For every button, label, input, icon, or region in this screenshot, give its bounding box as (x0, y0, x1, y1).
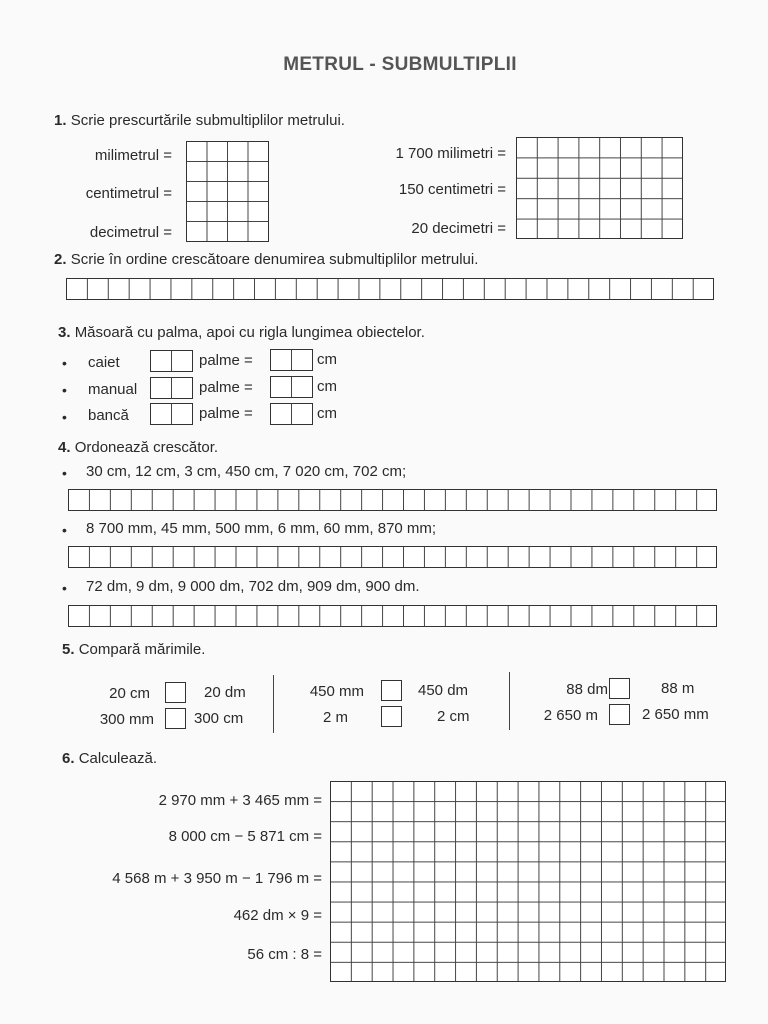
q5-compare-box-5[interactable] (609, 678, 630, 699)
q1-right-answer-grid[interactable] (516, 137, 683, 239)
q1-left-label-1: milimetrul = (94, 147, 172, 164)
q4-number: 4. (58, 439, 71, 456)
q1-left-label-3: decimetrul = (89, 224, 172, 241)
q5-divider-1 (273, 675, 274, 733)
q5-left-value-1: 20 cm (109, 685, 150, 702)
q5-left-value-4: 2 m (322, 709, 348, 726)
q5-right-value-4: 2 cm (437, 708, 470, 725)
q4-line-2: 8 700 mm, 45 mm, 500 mm, 6 mm, 60 mm, 870 mm; (86, 520, 437, 537)
q2-text: Scrie în ordine crescătoare denumirea submultiplilor metrului. (70, 251, 479, 268)
q1-left-label-2: centimetrul = (85, 185, 172, 202)
q4-answer-grid-1[interactable] (68, 489, 717, 511)
q5-left-value-6: 2 650 m (543, 707, 598, 724)
q3-item-banca: bancă (88, 407, 129, 424)
q5-compare-box-4[interactable] (381, 706, 402, 727)
q3-palme-box-2[interactable] (150, 377, 193, 399)
q4-line-1: 30 cm, 12 cm, 3 cm, 450 cm, 7 020 cm, 702 cm; (86, 463, 407, 480)
bullet-icon: • (62, 580, 67, 596)
q5-left-value-3: 450 mm (309, 683, 364, 700)
q5-compare-box-2[interactable] (165, 708, 186, 729)
q5-compare-box-1[interactable] (165, 682, 186, 703)
q3-cm-box-1[interactable] (270, 349, 313, 371)
bullet-icon: • (62, 465, 67, 481)
q3-cm-box-3[interactable] (270, 403, 313, 425)
q6-text: Calculează. (78, 750, 158, 767)
q6-number: 6. (62, 750, 75, 767)
q5-left-value-5: 88 dm (566, 681, 608, 698)
q2-prompt (54, 251, 478, 268)
q5-right-value-3: 450 dm (418, 682, 469, 699)
q6-exercise-2: 8 000 cm − 5 871 cm = (168, 828, 322, 845)
q5-right-value-2: 300 cm (194, 710, 244, 727)
q5-right-value-5: 88 m (661, 680, 695, 697)
q3-cm-box-2[interactable] (270, 376, 313, 398)
q3-cm-label-2: cm (317, 378, 337, 395)
q3-cm-label-3: cm (317, 405, 337, 422)
q6-exercise-5: 56 cm : 8 = (247, 946, 322, 963)
q5-right-value-1: 20 dm (204, 684, 246, 701)
q5-left-value-2: 300 mm (99, 711, 154, 728)
q3-palme-box-3[interactable] (150, 403, 193, 425)
q4-answer-grid-2[interactable] (68, 546, 717, 568)
q6-exercise-4: 462 dm × 9 = (233, 907, 322, 924)
q1-left-answer-grid[interactable] (186, 141, 269, 242)
q3-text: Măsoară cu palma, apoi cu rigla lungimea obiectelor. (74, 324, 425, 341)
bullet-icon: • (62, 382, 67, 398)
q6-exercise-3: 4 568 m + 3 950 m − 1 796 m = (112, 870, 322, 887)
q5-prompt (62, 641, 205, 658)
q3-item-caiet: caiet (88, 354, 120, 371)
q3-palme-label-2: palme = (199, 379, 253, 396)
q6-answer-grid[interactable] (330, 781, 726, 982)
q1-number: 1. (54, 112, 67, 129)
q3-cm-label-1: cm (317, 351, 337, 368)
q1-right-label-2: 150 centimetri = (398, 181, 506, 198)
q5-number: 5. (62, 641, 75, 658)
q3-prompt (58, 324, 425, 341)
q3-item-manual: manual (88, 381, 138, 398)
q1-right-label-1: 1 700 milimetri = (395, 145, 506, 162)
q3-palme-label-3: palme = (199, 405, 253, 422)
q4-text: Ordonează crescător. (74, 439, 219, 456)
q5-divider-2 (509, 672, 510, 730)
q5-text: Compară mărimile. (78, 641, 206, 658)
bullet-icon: • (62, 355, 67, 371)
q5-compare-box-6[interactable] (609, 704, 630, 725)
q5-compare-box-3[interactable] (381, 680, 402, 701)
q4-prompt (58, 439, 218, 456)
q1-text: Scrie prescurtările submultiplilor metrului. (70, 112, 345, 129)
q1-prompt (54, 112, 345, 129)
q6-prompt (62, 750, 157, 767)
q6-exercise-1: 2 970 mm + 3 465 mm = (158, 792, 322, 809)
page-title: METRUL - SUBMULTIPLII (283, 54, 517, 75)
q2-number: 2. (54, 251, 67, 268)
bullet-icon: • (62, 522, 67, 538)
q3-number: 3. (58, 324, 71, 341)
q3-palme-label-1: palme = (199, 352, 253, 369)
q1-right-label-3: 20 decimetri = (411, 220, 506, 237)
q4-line-3: 72 dm, 9 dm, 9 000 dm, 702 dm, 909 dm, 900 dm. (86, 578, 420, 595)
q5-right-value-6: 2 650 mm (642, 706, 709, 723)
q3-palme-box-1[interactable] (150, 350, 193, 372)
q4-answer-grid-3[interactable] (68, 605, 717, 627)
q2-answer-grid[interactable] (66, 278, 714, 300)
bullet-icon: • (62, 409, 67, 425)
